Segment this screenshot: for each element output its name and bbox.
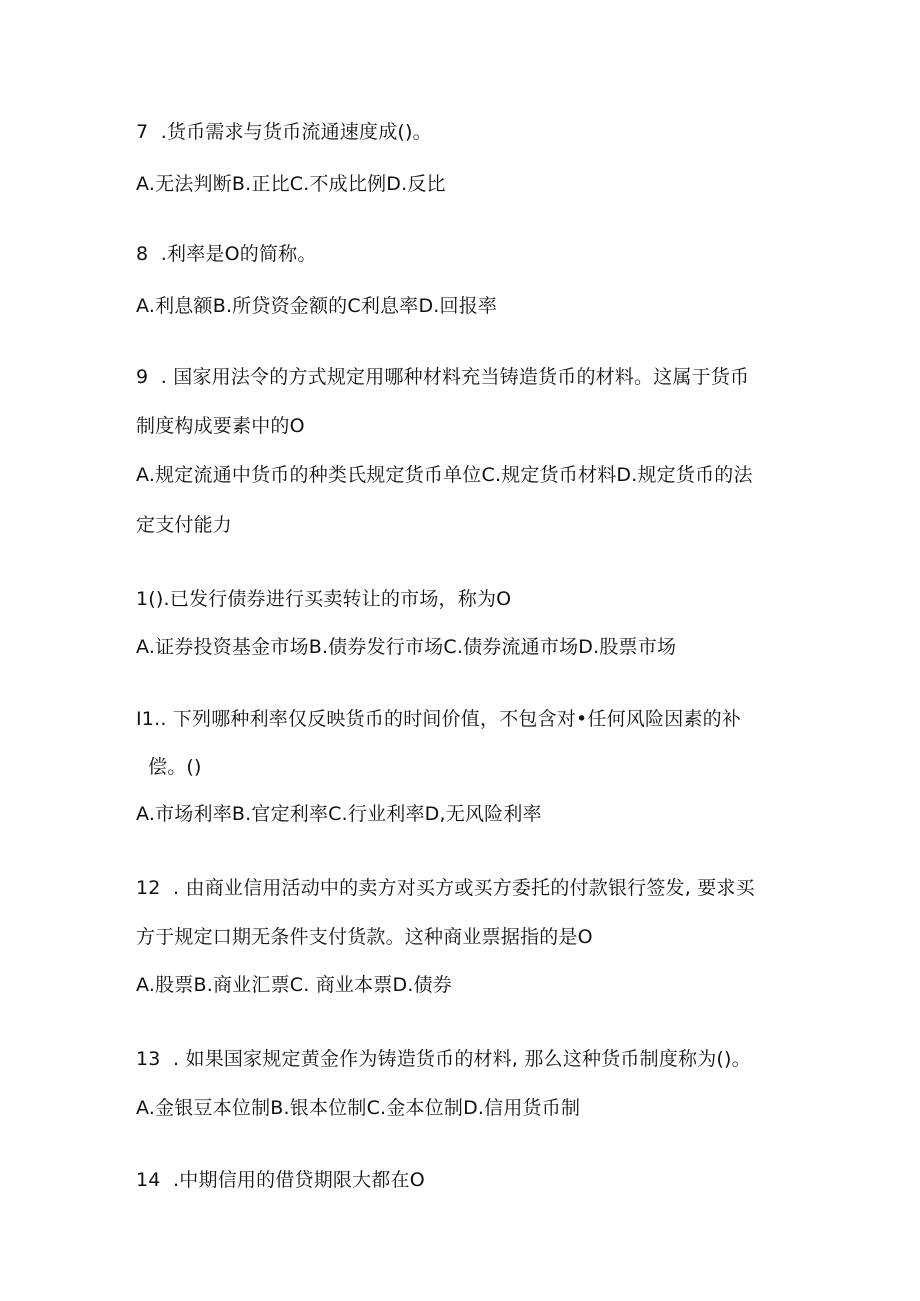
question-9-options-cont: 定支付能力 (136, 514, 233, 536)
question-12-cont: 方于规定口期无条件支付货款。这种商业票据指的是O (136, 926, 593, 948)
question-13: 13 . 如果国家规定黄金作为铸造货币的材料, 那么这种货币制度称为()。 (136, 1048, 751, 1070)
question-10-options: A.证券投资基金市场B.债券发行市场C.债券流通市场D.股票市场 (136, 636, 677, 658)
question-11: I1.. 下列哪种利率仅反映货币的时间价值，不包含对•任何风险因素的补 (136, 708, 742, 730)
question-10: 1().已发行债券进行买卖转让的市场，称为O (136, 588, 512, 610)
question-8-options: A.利息额B.所贷资金额的C利息率D.回报率 (136, 295, 498, 317)
question-12-options: A.股票B.商业汇票C. 商业本票D.债券 (136, 974, 452, 996)
question-11-cont: 偿。() (148, 756, 202, 778)
question-9-options: A.规定流通中货币的种类氏规定货币单位C.规定货币材料D.规定货币的法 (136, 464, 753, 486)
question-7: 7 .货币需求与货币流通速度成()。 (136, 121, 432, 143)
question-11-options: A.市场利率B.官定利率C.行业利率D,无风险利率 (136, 803, 542, 825)
question-12: 12 . 由商业信用活动中的卖方对买方或买方委托的付款银行签发, 要求买 (136, 877, 755, 899)
question-9-cont: 制度构成要素中的O (136, 415, 305, 437)
question-13-options: A.金银豆本位制B.银本位制C.金本位制D.信用货币制 (136, 1097, 581, 1119)
question-9: 9 . 国家用法令的方式规定用哪种材料充当铸造货币的材料。这属于货币 (136, 366, 750, 388)
question-8: 8 .利率是O的简称。 (136, 243, 317, 265)
question-7-options: A.无法判断B.正比C.不成比例D.反比 (136, 173, 446, 195)
question-14: 14 .中期信用的借贷期限大都在O (136, 1169, 425, 1191)
